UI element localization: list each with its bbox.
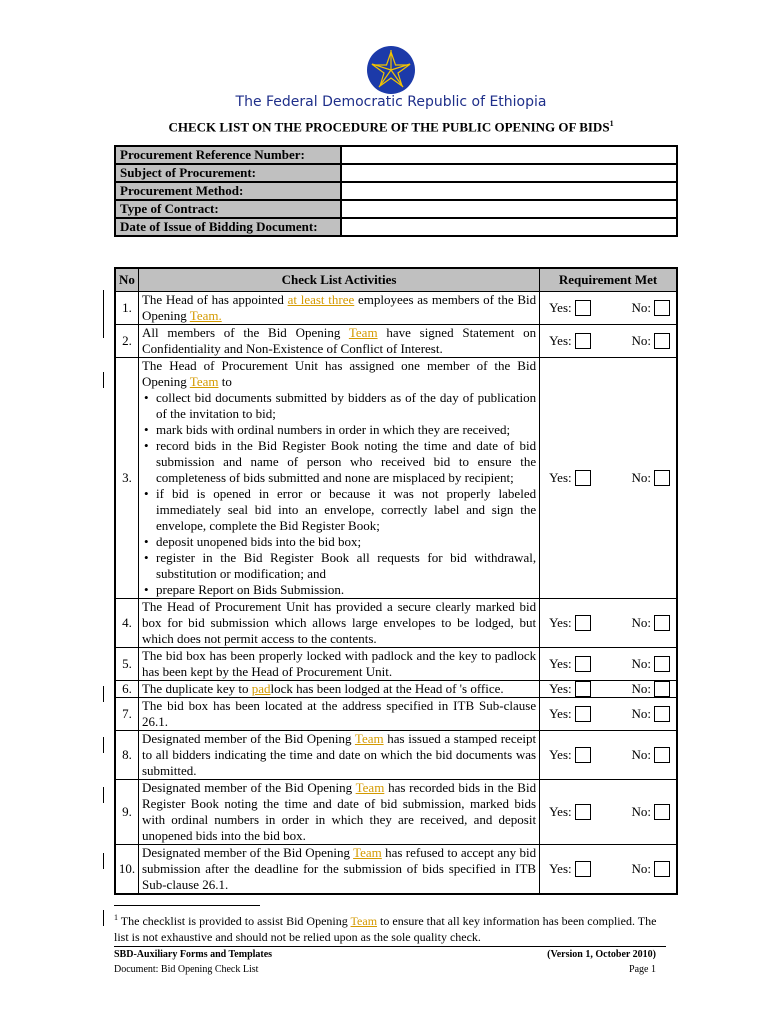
no-checkbox[interactable] [654,681,670,697]
no-label: No: [631,681,651,696]
yes-option [549,333,591,349]
bullet-item: • mark bids with ordinal numbers in order in which they are received; [156,422,536,438]
no-label: No: [631,333,651,348]
no-checkbox[interactable] [654,861,670,877]
yes-checkbox[interactable] [575,681,591,697]
info-label: Subject of Procurement: [115,164,341,182]
yes-option [549,656,591,672]
row-number: 2. [115,325,138,358]
activity-text [138,358,539,599]
procurement-info-table [114,145,678,237]
no-option [632,615,671,631]
footer-series: SBD-Auxiliary Forms and Templates [114,949,273,960]
checklist-row [115,648,677,681]
yes-label: Yes: [549,747,572,762]
activity-segment: All members of the Bid Opening [141,325,349,340]
highlighted-term: pad [251,681,271,696]
footer-version: (Version 1, October 2010) [547,949,656,960]
yes-checkbox[interactable] [575,333,591,349]
info-row [115,218,677,236]
document-title: CHECK LIST ON THE PROCEDURE OF THE PUBLIC OPENING OF BIDS$^1$ [168,119,614,135]
yes-label: Yes: [549,470,572,485]
activity-segment: to [218,374,232,389]
change-bar [103,787,104,803]
no-label: No: [631,804,651,819]
no-checkbox[interactable] [654,615,670,631]
footer-page: Page 1 [629,964,656,975]
highlighted-term: Team [354,731,384,746]
row-number: 3. [115,358,138,599]
yes-option [549,681,591,697]
row-number: 5. [115,648,138,681]
info-label: Type of Contract: [115,200,341,218]
activity-intro [142,358,536,390]
yes-option [549,747,591,763]
info-label: Procurement Reference Number: [115,146,341,164]
change-bar [103,853,104,869]
activity-text [138,648,539,681]
info-row [115,164,677,182]
activity-segment: lock has been lodged at the Head of 's office. [270,681,504,696]
checklist-row [115,731,677,780]
info-value[interactable] [341,164,677,182]
activity-segment: The duplicate key to [141,681,252,696]
no-label: No: [631,656,651,671]
highlighted-term: Team [355,780,385,795]
no-label: No: [631,470,651,485]
checklist-row [115,780,677,845]
activity-segment: has refused to accept any bid submission after the deadline for the submission of bids specified in ITB Sub-clause 26.1. [141,845,537,892]
yes-option [549,861,591,877]
yes-option [549,615,591,631]
row-number: 4. [115,599,138,648]
no-option [632,804,671,820]
no-checkbox[interactable] [654,747,670,763]
col-header-requirement: Requirement Met [540,268,677,292]
row-number: 7. [115,698,138,731]
no-option [632,861,671,877]
row-number: 1. [115,292,138,325]
activity-segment: have signed Statement on Confidentiality and Non-Existence of Conflict of Interest. [141,325,537,356]
no-label: No: [631,300,651,315]
activity-text [138,292,539,325]
bullet-item: • if bid is opened in error or because it was not properly labeled immediately seal bid into an envelope, correctly label and sign the envelope, complete the Bid Register Book; [156,486,536,534]
activity-bullets [142,390,536,598]
highlighted-term: Team [348,325,378,340]
row-number: 9. [115,780,138,845]
requirement-cell [540,325,677,358]
yes-label: Yes: [549,861,572,876]
activity-segment: The Head of Procurement Unit has provided a secure clearly marked bid box for bid submission which allows large envelopes to be lodged, but which does not permit access to the contents. [141,599,537,646]
requirement-cell [540,681,677,698]
activity-segment: has issued a stamped receipt to all bidders indicating the time and date on which the bid documents was submitted. [141,731,537,778]
no-option [632,470,671,486]
info-value[interactable] [341,200,677,218]
ethiopia-emblem-icon [366,45,416,95]
row-number: 10. [115,845,138,895]
footnote-highlight: Team [350,914,378,928]
yes-label: Yes: [549,804,572,819]
yes-checkbox[interactable] [575,747,591,763]
yes-option [549,804,591,820]
info-row [115,200,677,218]
no-label: No: [631,861,651,876]
change-bar [103,910,104,926]
highlighted-term: Team. [189,308,222,323]
checklist-row [115,698,677,731]
activity-text [138,698,539,731]
footnote: $^1$ The checklist is provided to assist Bid Opening Team to ensure that all key information has been complied. The list is not exhaustive and should not be relied upon as the sole quality check. [114,913,657,944]
bullet-item: • collect bid documents submitted by bidders as of the day of publication of the invitation to bid; [156,390,536,422]
activity-segment: Designated member of the Bid Opening [141,845,354,860]
activity-text [138,325,539,358]
highlighted-term: at least three [287,292,355,307]
title-footnote-mark: 1 [609,119,614,128]
requirement-cell [540,648,677,681]
change-bar [103,686,104,702]
yes-checkbox[interactable] [575,804,591,820]
no-label: No: [631,747,651,762]
no-option [632,300,671,316]
yes-checkbox[interactable] [575,470,591,486]
activity-segment: The Head of has appointed [141,292,288,307]
no-option [632,681,671,697]
yes-label: Yes: [549,681,572,696]
no-option [632,706,671,722]
activity-segment: Designated member of the Bid Opening [141,780,356,795]
checklist-row [115,325,677,358]
requirement-cell [540,780,677,845]
info-label: Date of Issue of Bidding Document: [115,218,341,236]
no-option [632,656,671,672]
activity-segment: Designated member of the Bid Opening [141,731,355,746]
yes-option [549,470,591,486]
yes-checkbox[interactable] [575,861,591,877]
col-header-activities: Check List Activities [138,268,539,292]
yes-label: Yes: [549,615,572,630]
activity-segment: employees as members of the Bid Opening [141,292,537,323]
requirement-cell [540,845,677,895]
requirement-cell [540,698,677,731]
info-value[interactable] [341,182,677,200]
no-checkbox[interactable] [654,333,670,349]
checklist-row [115,845,677,895]
highlighted-term: Team [189,374,219,389]
row-number: 6. [115,681,138,698]
requirement-cell [540,358,677,599]
no-option [632,747,671,763]
footer-rule [114,946,666,947]
no-label: No: [631,615,651,630]
requirement-cell [540,292,677,325]
yes-checkbox[interactable] [575,706,591,722]
bullet-item: • record bids in the Bid Register Book noting the time and date of bid submission and name of person who received bid to ensure the completeness of bids submitted and none are misplaced by recipient; [156,438,536,486]
activity-text [138,845,539,895]
requirement-cell [540,731,677,780]
change-bar [103,737,104,753]
country-name: The Federal Democratic Republic of Ethiopia [235,94,547,110]
yes-label: Yes: [549,300,572,315]
checklist-table [114,267,678,895]
row-number: 8. [115,731,138,780]
change-bar [103,290,104,338]
no-checkbox[interactable] [654,470,670,486]
checklist-row [115,681,677,698]
checklist-row [115,358,677,599]
col-header-no: No [115,268,138,292]
footnote-mark: 1 [114,913,118,922]
no-checkbox[interactable] [654,706,670,722]
footnote-separator [114,905,260,906]
activity-text [138,681,539,698]
activity-segment: The bid box has been located at the address specified in ITB Sub-clause 26.1. [141,698,537,729]
activity-text [138,599,539,648]
yes-label: Yes: [549,333,572,348]
no-option [632,333,671,349]
activity-text [138,731,539,780]
yes-label: Yes: [549,706,572,721]
highlighted-term: Team [353,845,382,860]
no-checkbox[interactable] [654,656,670,672]
checklist-row [115,292,677,325]
yes-checkbox[interactable] [575,615,591,631]
change-bar [103,372,104,388]
activity-segment: has recorded bids in the Bid Register Book noting the time and date of bid submission, marked bids with ordinal numbers in order in which they are received, and deposit unopened bids into the bid box. [141,780,537,843]
requirement-cell [540,599,677,648]
info-label: Procurement Method: [115,182,341,200]
bullet-item: • deposit unopened bids into the bid box; [156,534,536,550]
yes-checkbox[interactable] [575,300,591,316]
activity-segment: The Head of Procurement Unit has assigned one member of the Bid Opening [141,358,537,389]
info-row [115,182,677,200]
yes-option [549,300,591,316]
info-value[interactable] [341,146,677,164]
checklist-row [115,599,677,648]
no-checkbox[interactable] [654,804,670,820]
yes-label: Yes: [549,656,572,671]
bullet-item: • prepare Report on Bids Submission. [156,582,536,598]
yes-checkbox[interactable] [575,656,591,672]
info-row [115,146,677,164]
footer-document: Document: Bid Opening Check List [114,964,259,975]
no-label: No: [631,706,651,721]
activity-segment: The bid box has been properly locked with padlock and the key to padlock has been kept by the Head of Procurement Unit. [141,648,537,679]
activity-text [138,780,539,845]
no-checkbox[interactable] [654,300,670,316]
yes-option [549,706,591,722]
info-value[interactable] [341,218,677,236]
bullet-item: • register in the Bid Register Book all requests for bid withdrawal, substitution or modification; and [156,550,536,582]
